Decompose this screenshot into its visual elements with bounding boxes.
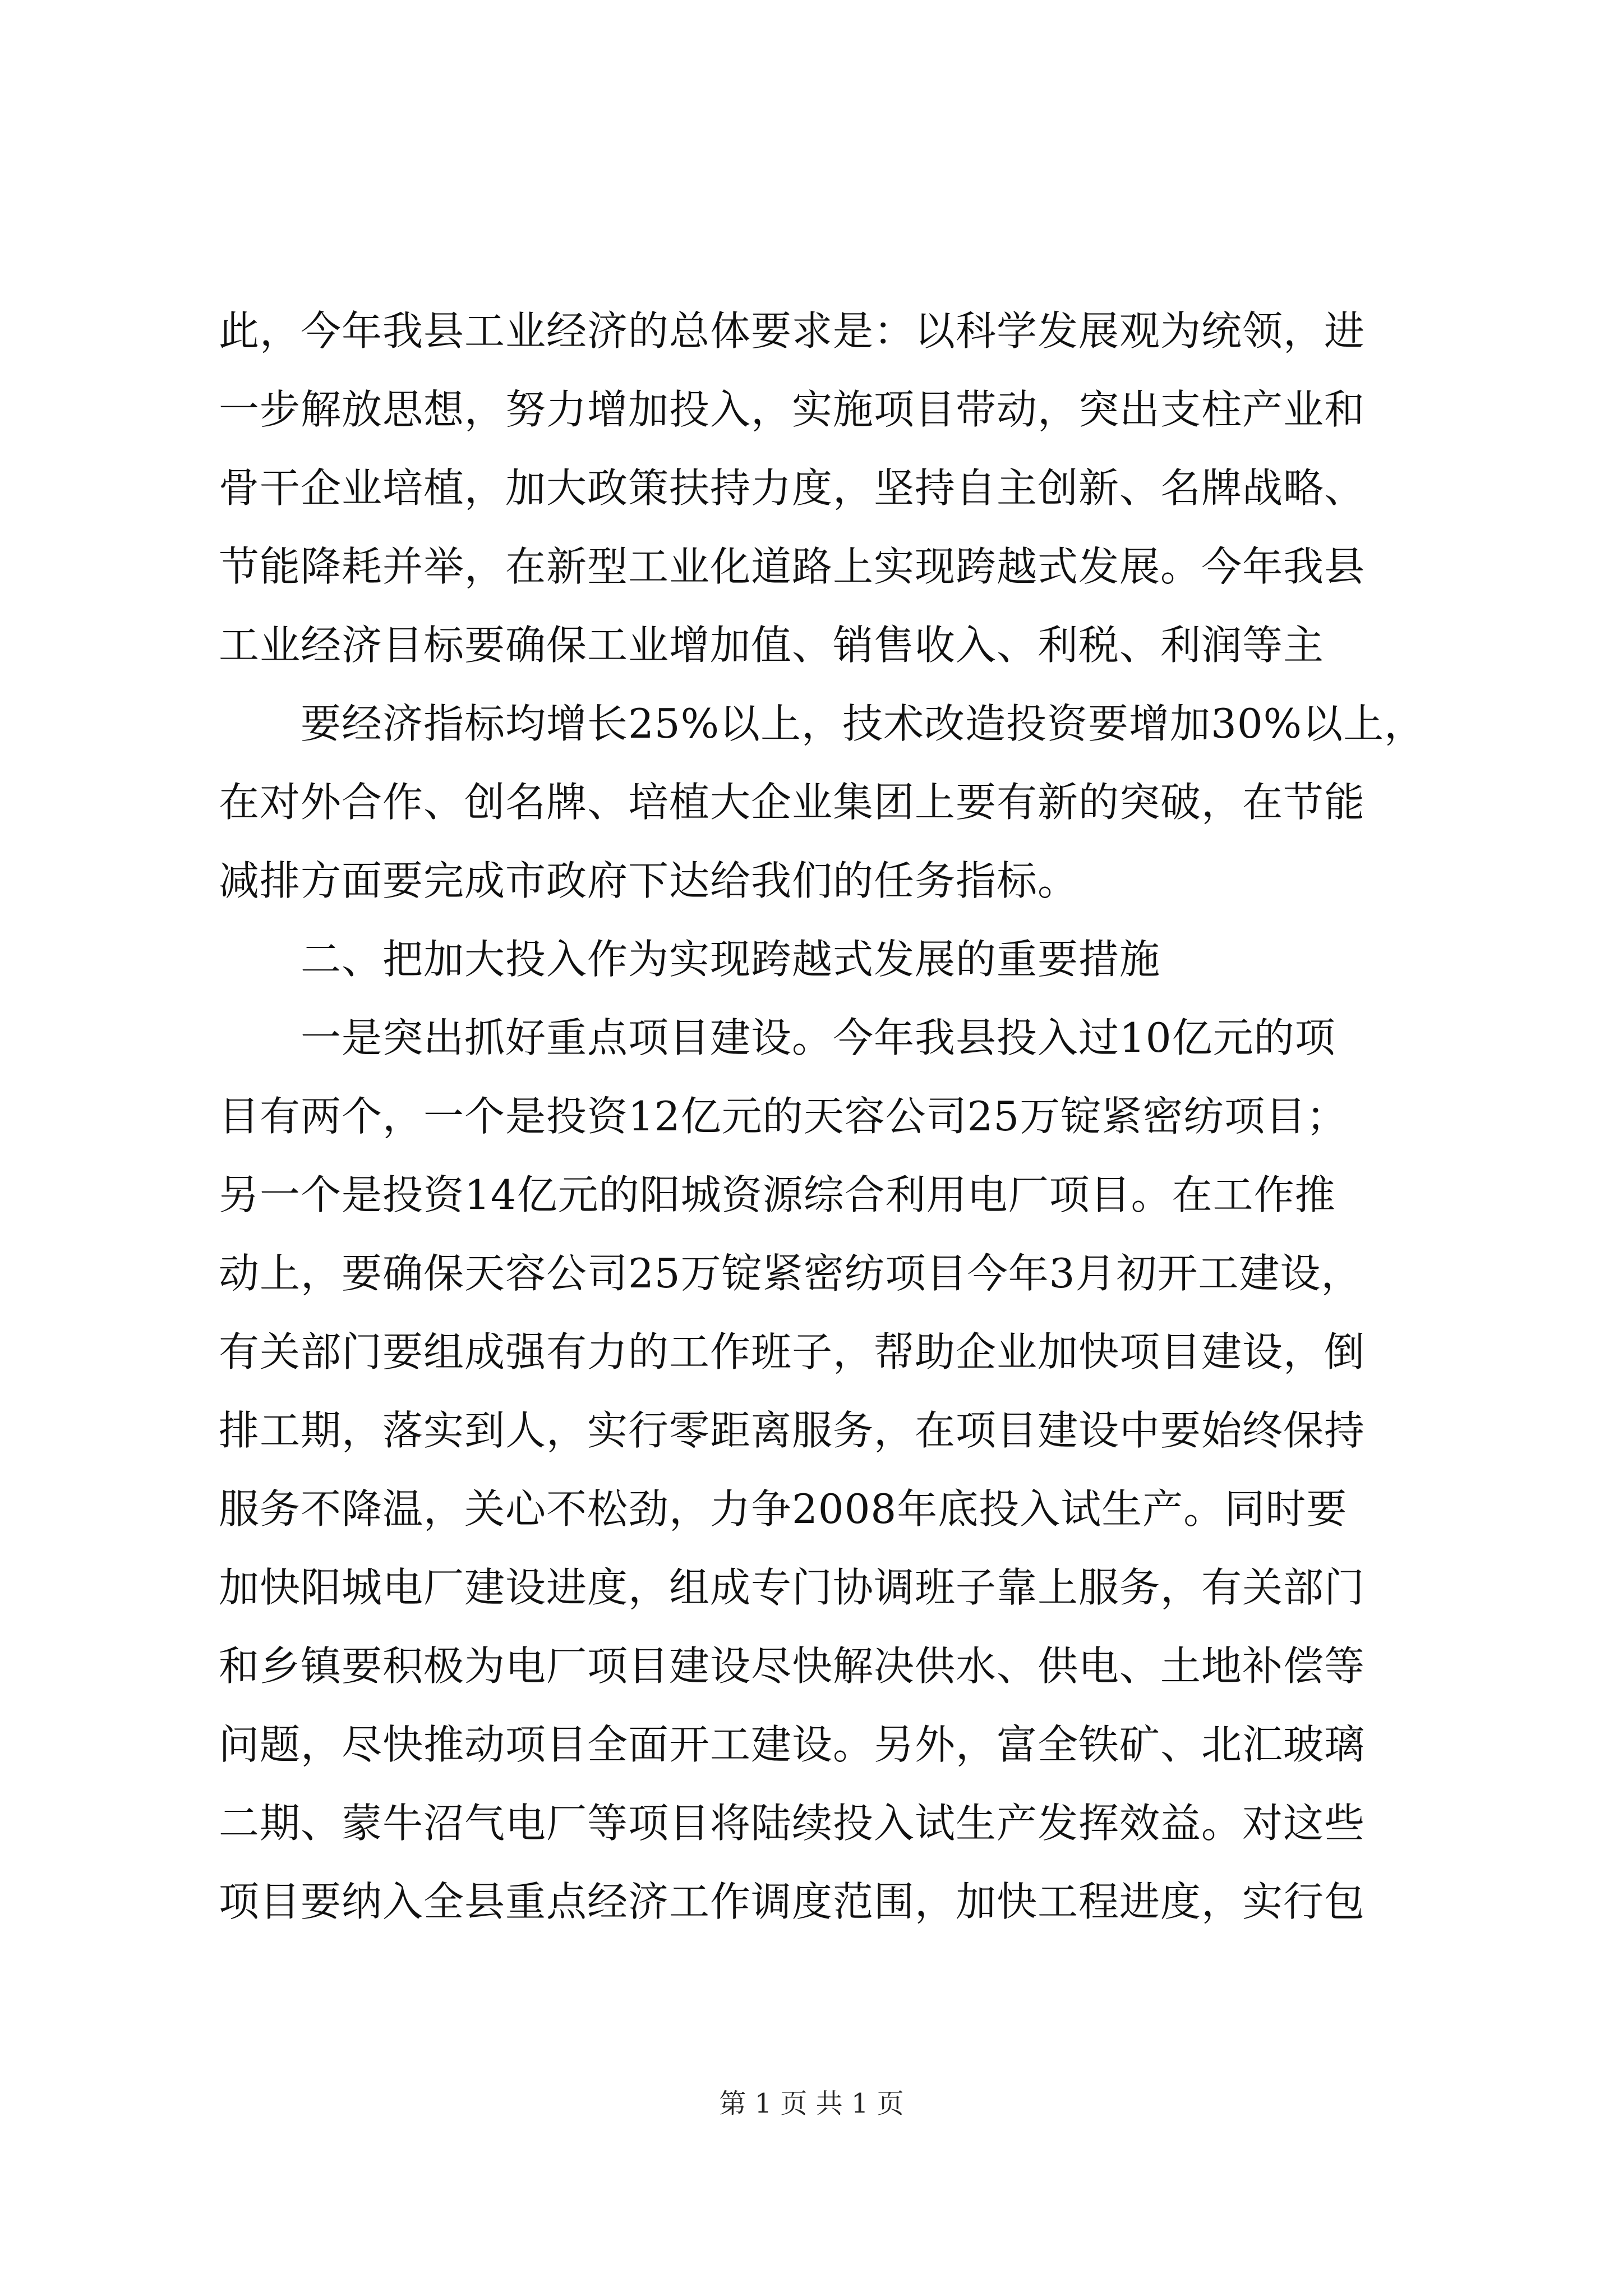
text-line-13: 动上，要确保天容公司25万锭紧密纺项目今年3月初开工建设， [219,1250,1362,1297]
section-heading: 二、把加大投入作为实现跨越式发展的重要措施 [301,936,1161,983]
text-line-3: 骨干企业培植，加大政策扶持力度，坚持自主创新、名牌战略、 [219,464,1366,512]
text-line-21: 项目要纳入全县重点经济工作调度范围，加快工程进度，实行包 [219,1878,1366,1925]
text-line-5: 工业经济目标要确保工业增加值、销售收入、利税、利润等主 [219,622,1325,669]
text-line-4: 节能降耗并举，在新型工业化道路上实现跨越式发展。今年我县 [219,543,1366,590]
text-line-16: 服务不降温，关心不松劲，力争2008年底投入试生产。同时要 [219,1485,1348,1533]
text-line-14: 有关部门要组成强有力的工作班子，帮助企业加快项目建设，倒 [219,1328,1366,1375]
text-line-15: 排工期，落实到人，实行零距离服务，在项目建设中要始终保持 [219,1407,1366,1454]
document-body [219,292,1426,1941]
text-line-11: 目有两个，一个是投资12亿元的天容公司25万锭紧密纺项目； [219,1093,1348,1140]
text-line-7: 在对外合作、创名牌、培植大企业集团上要有新的突破，在节能 [219,779,1366,826]
page-footer: 第 1 页 共 1 页 [719,2088,904,2119]
text-line-10: 一是突出抓好重点项目建设。今年我县投入过10亿元的项 [301,1014,1336,1061]
text-line-8: 减排方面要完成市政府下达给我们的任务指标。 [219,857,1079,904]
text-line-2: 一步解放思想，努力增加投入，实施项目带动，突出支柱产业和 [219,386,1366,433]
text-line-12: 另一个是投资14亿元的阳城资源综合利用电厂项目。在工作推 [219,1171,1336,1218]
text-line-17: 加快阳城电厂建设进度，组成专门协调班子靠上服务，有关部门 [219,1564,1366,1611]
text-line-20: 二期、蒙牛沼气电厂等项目将陆续投入试生产发挥效益。对这些 [219,1800,1366,1847]
text-line-19: 问题，尽快推动项目全面开工建设。另外，富全铁矿、北汇玻璃 [219,1721,1366,1768]
text-line-1: 此，今年我县工业经济的总体要求是：以科学发展观为统领，进 [219,307,1366,355]
text-line-6: 要经济指标均增长25%以上，技术改造投资要增加30%以上， [301,700,1426,747]
text-line-18: 和乡镇要积极为电厂项目建设尽快解决供水、供电、土地补偿等 [219,1642,1366,1690]
